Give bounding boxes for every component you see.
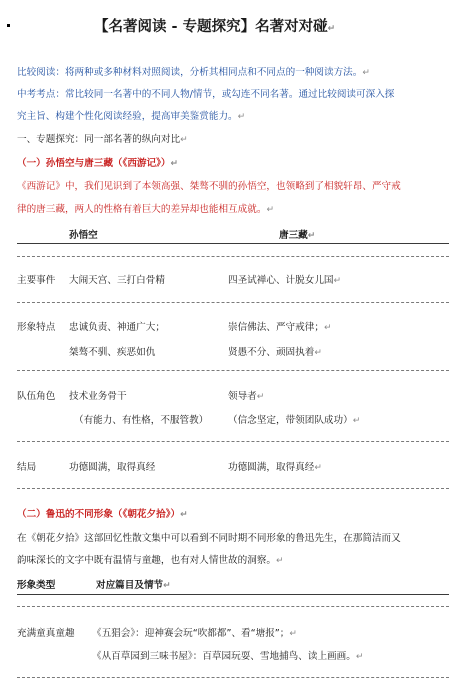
table1-header-col2: 唐三藏↵: [279, 230, 316, 241]
table1-row3-label: 队伍角色: [17, 391, 56, 402]
table1-row3-right-2: （信念坚定，带领团队成功）↵: [228, 415, 361, 426]
table2-rule: [17, 606, 449, 607]
table1-header-rule: [17, 243, 449, 244]
exam-point-line-2: 究主旨、构建个性化阅读经验，提高审美鉴赏能力。↵: [17, 111, 246, 122]
table1-row1-left: 大闹天宫、三打白骨精: [69, 275, 165, 286]
intro1-line-2: 律的唐三藏，两人的性格有着巨大的差异却也能相互成就。↵: [17, 204, 274, 215]
bullet-marker: [7, 24, 10, 27]
definition-paragraph: 比较阅读：将两种或多种材料对照阅读，分析其相同点和不同点的一种阅读方法。↵: [17, 67, 370, 78]
table2-rule: [17, 677, 449, 678]
subsection-heading-2: （二）鲁迅的不同形象（《朝花夕拾》）↵: [17, 509, 188, 520]
section-heading-1: 一、专题探究：同一部名著的纵向对比↵: [17, 134, 188, 145]
table1-row4-right: 功德圆满，取得真经↵: [228, 462, 322, 473]
table1-row2-right-1: 崇信佛法、严守戒律；↵: [228, 322, 332, 333]
table1-header-col1: 孙悟空: [69, 230, 98, 241]
table2-row-line-1: 《五猖会》：迎神赛会玩“吹都都”、看“塘报”；↵: [92, 628, 297, 639]
table2-header-rule: [17, 594, 449, 595]
table1-rule: [17, 256, 449, 257]
table1-rule: [17, 370, 449, 371]
table1-row2-label: 形象特点: [17, 322, 56, 333]
intro1-line-1: 《西游记》中，我们见识到了本领高强、桀骜不驯的孙悟空，也领略到了相貌轩昂、严守戒: [17, 181, 401, 192]
page-title: 【名著阅读 - 专题探究】名著对对碰↵: [94, 19, 336, 35]
intro2-line-2: 韵味深长的文字中既有温情与童趣，也有对人情世故的洞察。↵: [17, 555, 284, 566]
exam-point-line-1: 中考考点：常比较同一名著中的不同人物/情节，或勾连不同名著。通过比较阅读可深入探: [17, 89, 395, 100]
table1-row2-left-2: 桀骜不驯、疾恶如仇: [69, 347, 156, 358]
table1-row3-left-1: 技术业务骨干: [69, 391, 127, 402]
table1-row2-right-2: 贤愚不分、顽固执着↵: [228, 347, 322, 358]
intro2-line-1: 在《朝花夕拾》这部回忆性散文集中可以看到不同时期不同形象的鲁迅先生，在那简洁而又: [17, 533, 401, 544]
table2-row-label: 充满童真童趣: [17, 628, 75, 639]
table1-rule: [17, 302, 449, 303]
table2-header-col1: 形象类型: [17, 580, 56, 591]
table1-row3-right-1: 领导者↵: [228, 391, 265, 402]
table2-row-line-2: 《从百草园到三味书屋》：百草园玩耍、雪地捕鸟、读上画画。↵: [92, 651, 364, 662]
table2-header-col2: 对应篇目及情节↵: [96, 580, 171, 591]
table1-row4-left: 功德圆满，取得真经: [69, 462, 156, 473]
table1-rule: [17, 441, 449, 442]
table1-row1-label: 主要事件: [17, 275, 56, 286]
table1-row4-label: 结局: [17, 462, 37, 473]
table1-rule: [17, 488, 449, 489]
table1-row1-right: 四圣试禅心、计脱女儿国↵: [228, 275, 342, 286]
table1-row3-left-2: （有能力、有性格，不服管教）: [74, 415, 209, 426]
subsection-heading-1: （一）孙悟空与唐三藏（《西游记》）↵: [17, 158, 179, 169]
table1-row2-left-1: 忠诚负责、神通广大；: [69, 322, 165, 333]
